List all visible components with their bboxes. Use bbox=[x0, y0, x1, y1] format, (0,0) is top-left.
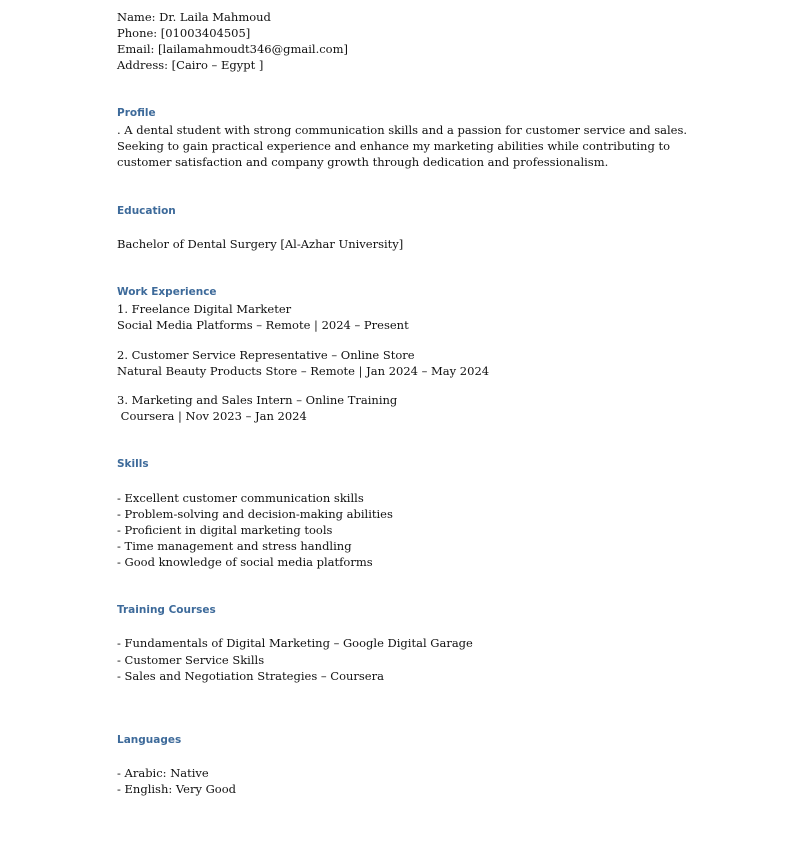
skill-item: - Good knowledge of social media platforms bbox=[117, 555, 373, 569]
skill-item: - Excellent customer communication skills bbox=[117, 491, 364, 505]
contact-phone: Phone: [01003404505] bbox=[117, 26, 251, 40]
education-degree: Bachelor of Dental Surgery [Al-Azhar University] bbox=[117, 237, 404, 251]
skill-item: - Problem-solving and decision-making abilities bbox=[117, 507, 393, 521]
education-heading: Education bbox=[117, 205, 176, 217]
job-detail: Natural Beauty Products Store – Remote | Jan 2024 – May 2024 bbox=[117, 364, 490, 378]
skill-item: - Proficient in digital marketing tools bbox=[117, 523, 333, 537]
language-item: - English: Very Good bbox=[117, 782, 236, 796]
job-detail: Social Media Platforms – Remote | 2024 – Present bbox=[117, 318, 409, 332]
contact-address: Address: [Cairo – Egypt ] bbox=[117, 58, 264, 72]
job-title: 1. Freelance Digital Marketer bbox=[117, 302, 292, 316]
job-detail: Coursera | Nov 2023 – Jan 2024 bbox=[117, 409, 307, 423]
contact-name: Name: Dr. Laila Mahmoud bbox=[117, 10, 271, 24]
job-title: 3. Marketing and Sales Intern – Online Training bbox=[117, 393, 398, 407]
skills-heading: Skills bbox=[117, 458, 149, 470]
training-item: - Fundamentals of Digital Marketing – Google Digital Garage bbox=[117, 636, 473, 650]
language-item: - Arabic: Native bbox=[117, 766, 209, 780]
profile-text: . A dental student with strong communication skills and a passion for customer service and sales. Seeking to gain practical experience and enhance my marketing abilities while contributing to customer satisfaction and company growth through dedication and professionalism. bbox=[117, 123, 688, 169]
job-title: 2. Customer Service Representative – Online Store bbox=[117, 348, 415, 362]
profile-heading: Profile bbox=[117, 107, 156, 119]
training-item: - Customer Service Skills bbox=[117, 653, 265, 667]
languages-heading: Languages bbox=[117, 734, 182, 746]
training-heading: Training Courses bbox=[117, 604, 216, 616]
training-item: - Sales and Negotiation Strategies – Coursera bbox=[117, 669, 384, 683]
contact-email: Email: [lailamahmoudt346@gmail.com] bbox=[117, 42, 348, 56]
work-experience-heading: Work Experience bbox=[117, 286, 217, 298]
skill-item: - Time management and stress handling bbox=[117, 539, 352, 553]
